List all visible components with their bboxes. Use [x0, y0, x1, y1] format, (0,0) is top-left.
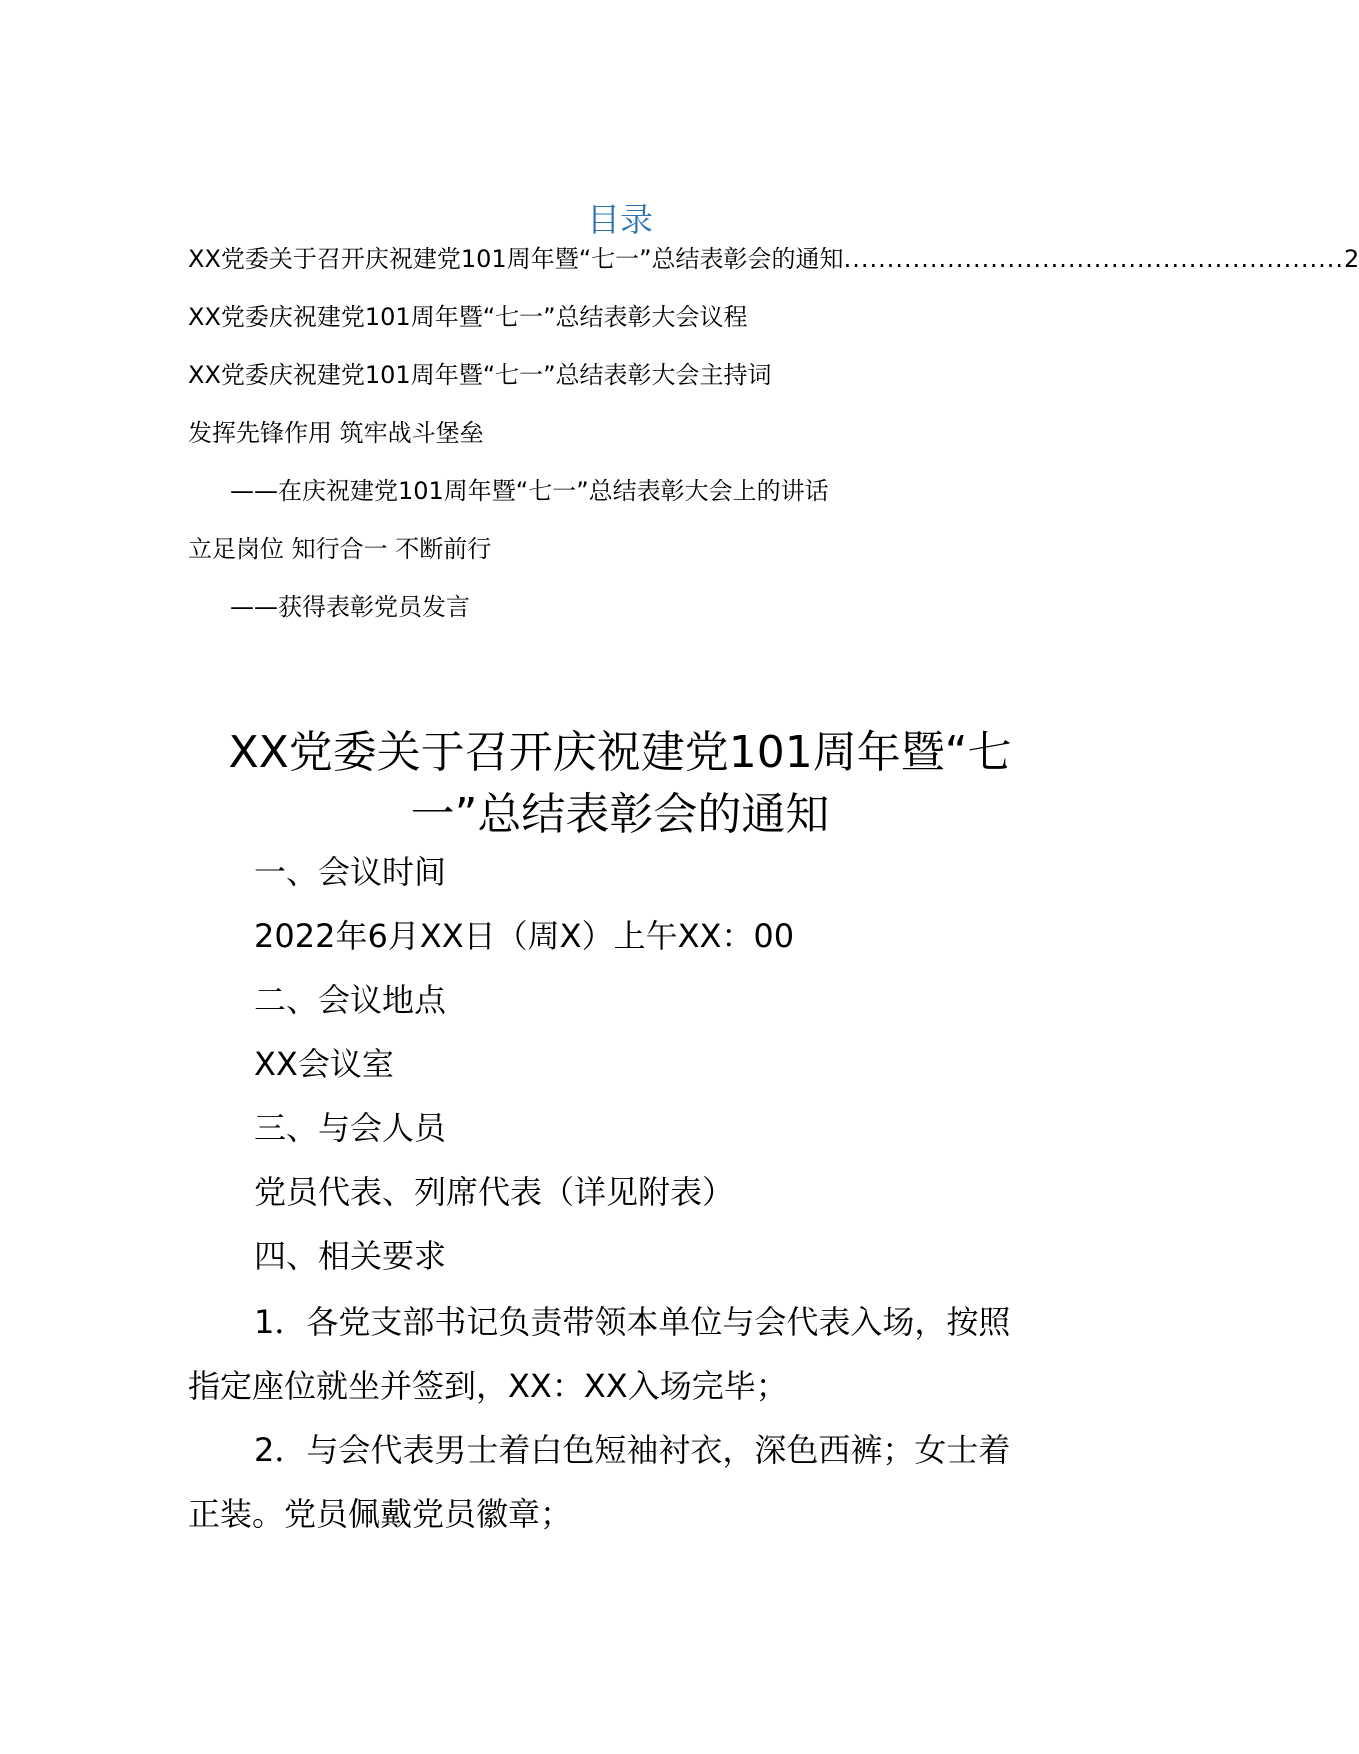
title-line-1: XX党委关于召开庆祝建党101周年暨“七	[228, 727, 1012, 778]
section-heading-location: 二、会议地点	[254, 981, 447, 1019]
requirement-2-line-1: 2．与会代表男士着白色短袖衬衣，深色西裤；女士着	[254, 1431, 1011, 1469]
title-line-2: 一”总结表彰会的通知	[410, 789, 830, 840]
toc-entry-1[interactable]	[188, 244, 1359, 274]
requirement-1-line-2: 指定座位就坐并签到，XX：XX入场完毕；	[188, 1367, 788, 1405]
section-heading-attendees: 三、与会人员	[254, 1109, 447, 1147]
meeting-location: XX会议室	[254, 1045, 394, 1083]
requirement-2-line-2: 正装。党员佩戴党员徽章；	[188, 1495, 573, 1533]
toc-entry-7[interactable]: ——获得表彰党员发言	[230, 593, 470, 621]
toc-entry-text: XX党委关于召开庆祝建党101周年暨“七一”总结表彰会的通知	[188, 245, 844, 273]
toc-entry-5[interactable]: ——在庆祝建党101周年暨“七一”总结表彰大会上的讲话	[230, 477, 829, 505]
requirement-1-line-1: 1．各党支部书记负责带领本单位与会代表入场，按照	[254, 1303, 1011, 1341]
toc-leader-dots: ..........................................................	[843, 245, 1345, 273]
meeting-time: 2022年6月XX日（周X）上午XX：00	[254, 917, 795, 955]
toc-heading: 目录	[587, 200, 653, 239]
document-title	[188, 722, 1052, 846]
attendees: 党员代表、列席代表（详见附表）	[254, 1173, 735, 1211]
section-heading-requirements: 四、相关要求	[254, 1237, 447, 1275]
toc-page-number: 2	[1344, 245, 1359, 273]
toc-entry-3[interactable]: XX党委庆祝建党101周年暨“七一”总结表彰大会主持词	[188, 361, 772, 389]
toc-entry-4[interactable]: 发挥先锋作用 筑牢战斗堡垒	[188, 419, 484, 447]
toc-entry-6[interactable]: 立足岗位 知行合一 不断前行	[188, 535, 492, 563]
section-heading-time: 一、会议时间	[254, 853, 447, 891]
toc-entry-2[interactable]: XX党委庆祝建党101周年暨“七一”总结表彰大会议程	[188, 303, 748, 331]
